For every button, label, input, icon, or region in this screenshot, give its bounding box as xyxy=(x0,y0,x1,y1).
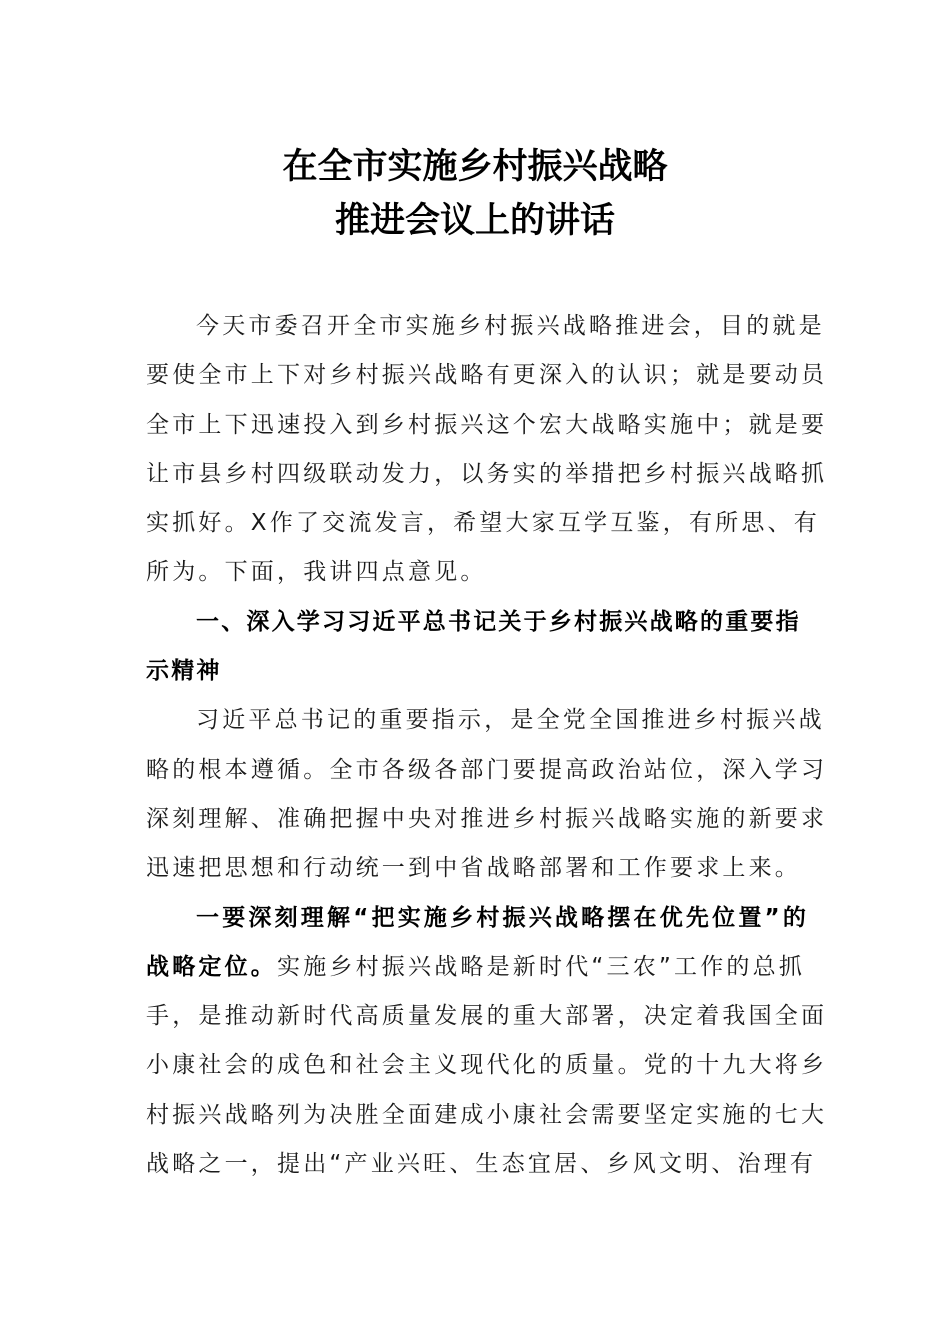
text-line: 战略之一，提出“产业兴旺、生态宜居、乡风文明、治理有 xyxy=(146,1151,817,1178)
text-line: 小康社会的成色和社会主义现代化的质量。党的十九大将乡 xyxy=(146,1052,828,1079)
text-line xyxy=(146,943,808,992)
text-line: 要使全市上下对乡村振兴战略有更深入的认识；就是要动员 xyxy=(146,362,828,389)
text-line: 今天市委召开全市实施乡村振兴战略推进会，目的就是 xyxy=(196,313,825,339)
paragraph-point-one xyxy=(146,894,828,1190)
paragraph-intro xyxy=(146,302,828,598)
subpoint-lead: 战略定位。 xyxy=(146,953,277,980)
section-heading-1 xyxy=(146,598,808,697)
text-line: 村振兴战略列为决胜全面建成小康社会需要坚定实施的七大 xyxy=(146,1101,828,1128)
text-line: 让市县乡村四级联动发力，以务实的举措把乡村振兴战略抓 xyxy=(146,460,828,487)
text-line: 全市上下迅速投入到乡村振兴这个宏大战略实施中；就是要 xyxy=(146,411,828,438)
document-body xyxy=(146,302,828,1189)
heading-line: 示精神 xyxy=(146,658,222,685)
text-line: 习近平总书记的重要指示，是全党全国推进乡村振兴战 xyxy=(196,707,825,734)
title-line-2: 推进会议上的讲话 xyxy=(334,200,615,241)
text-line: 手，是推动新时代高质量发展的重大部署，决定着我国全面 xyxy=(146,1003,828,1030)
paragraph-instructions xyxy=(146,696,828,893)
text-line: 略的根本遵循。全市各级各部门要提高政治站位，深入学习 xyxy=(146,756,828,783)
text-line: 迅速把思想和行动统一到中省战略部署和工作要求上来。 xyxy=(146,855,801,882)
text-span: 实施乡村振兴战略是新时代“三农”工作的总抓 xyxy=(277,953,806,980)
heading-line: 一、深入学习习近平总书记关于乡村振兴战略的重要指 xyxy=(196,608,801,635)
subpoint-line: 一要深刻理解“把实施乡村振兴战略摆在优先位置”的 xyxy=(196,904,810,931)
text-line: 实抓好。X作了交流发言，希望大家互学互鉴，有所思、有 xyxy=(146,510,820,537)
text-line: 深刻理解、准确把握中央对推进乡村振兴战略实施的新要求 xyxy=(146,805,828,832)
title-line-1: 在全市实施乡村振兴战略 xyxy=(282,146,668,187)
text-line: 所为。下面，我讲四点意见。 xyxy=(146,559,487,586)
document-title xyxy=(0,140,950,248)
